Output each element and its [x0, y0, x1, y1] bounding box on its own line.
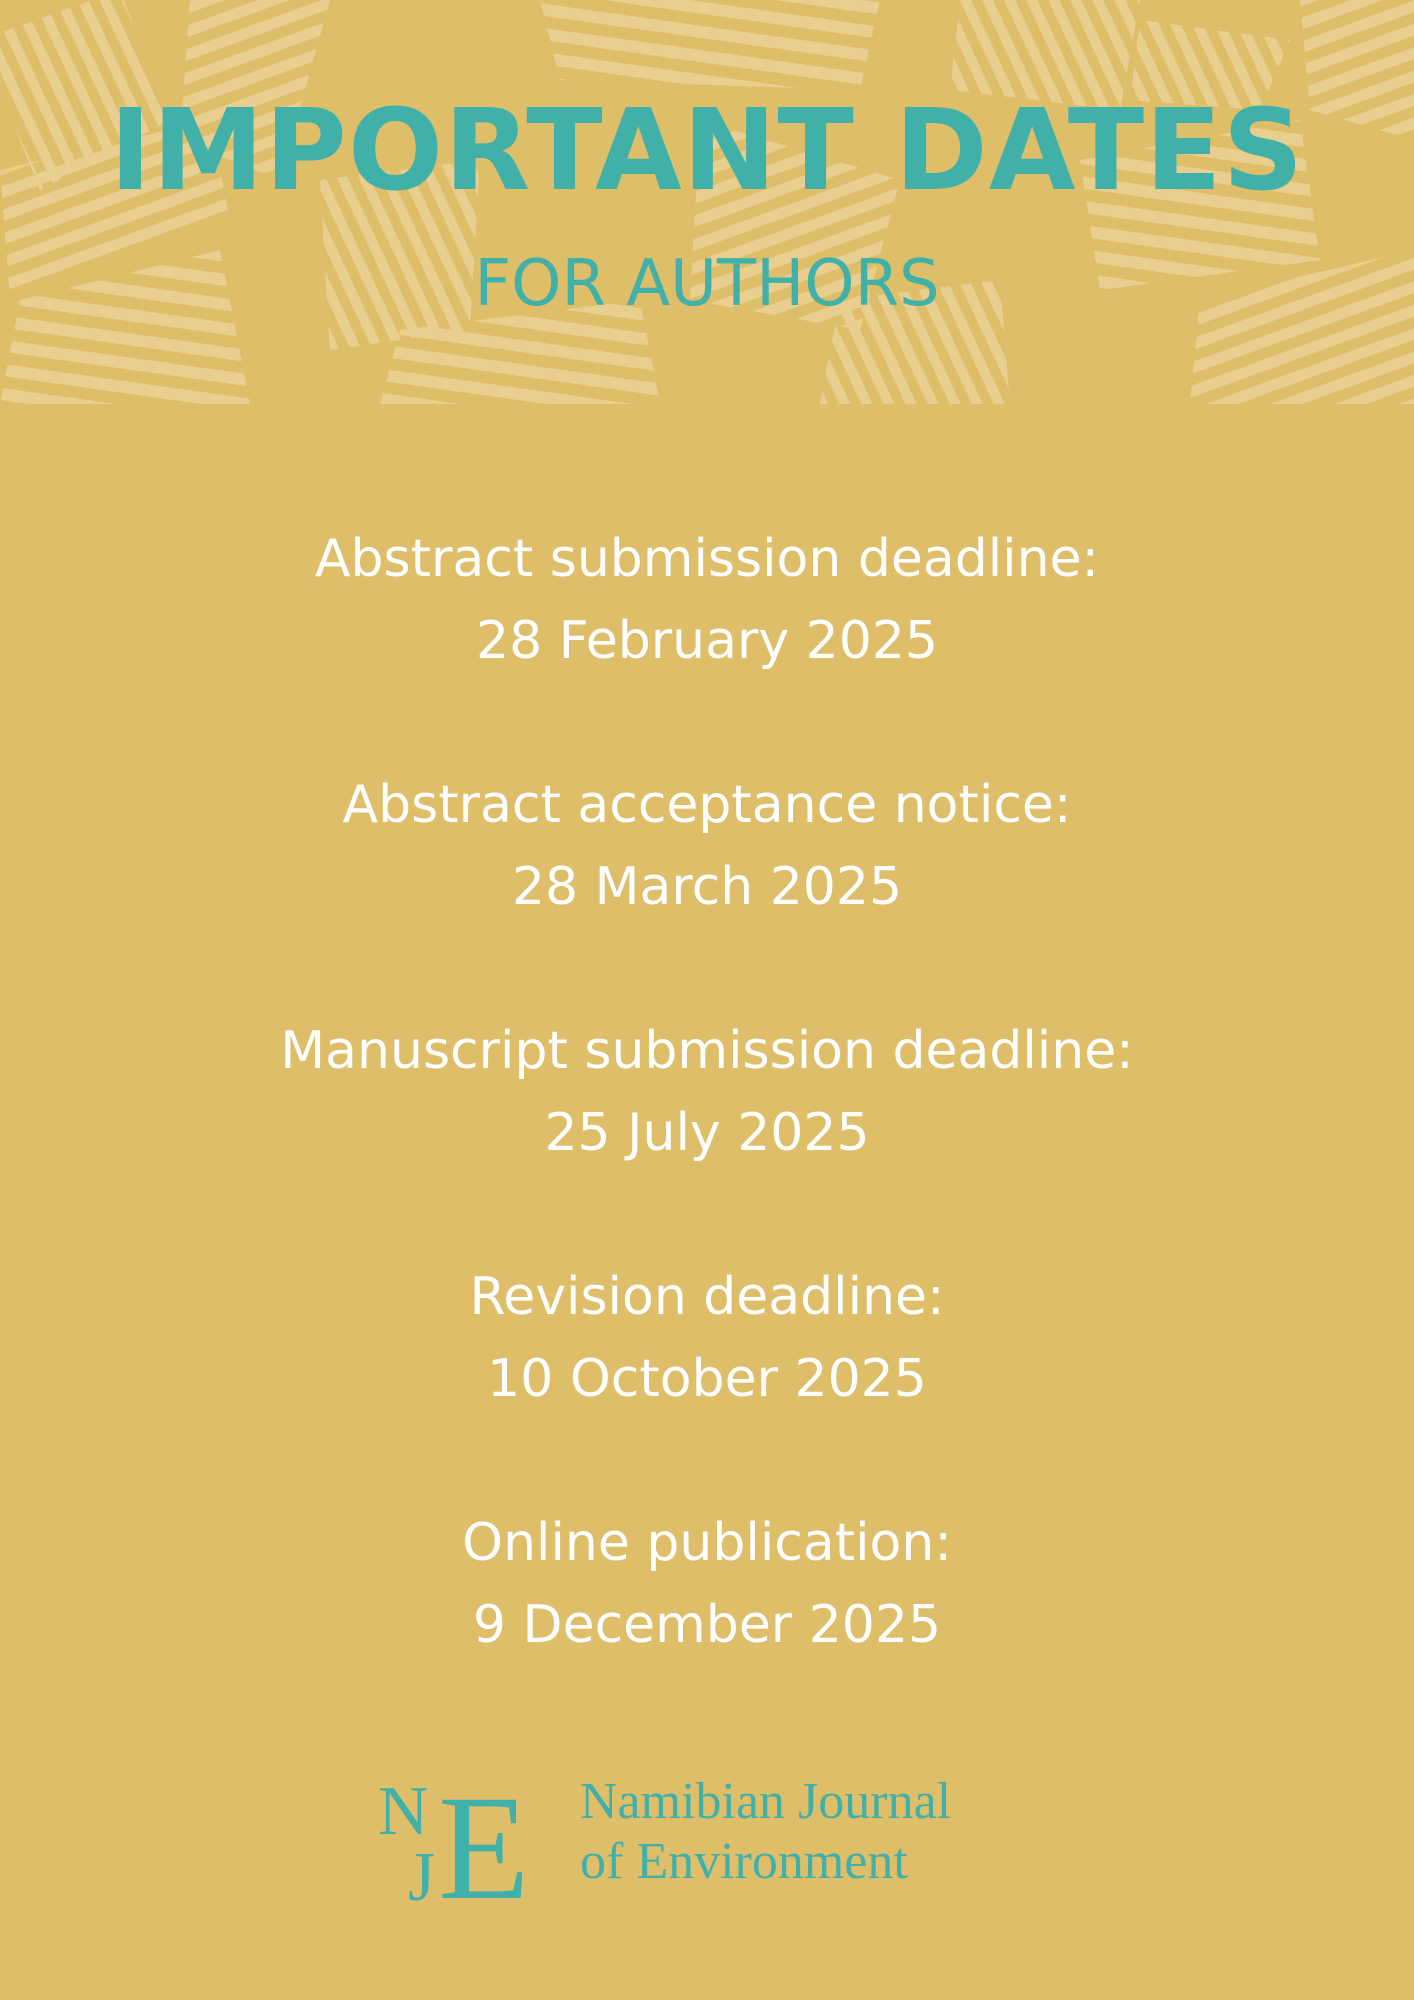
date-label: Abstract submission deadline:: [314, 529, 1100, 589]
journal-name-line1: Namibian Journal: [580, 1773, 952, 1830]
date-label: Online publication:: [462, 1513, 952, 1573]
journal-name: [580, 1772, 951, 1892]
page-title: IMPORTANT DATES: [109, 86, 1305, 216]
svg-text:N: N: [378, 1773, 429, 1850]
important-dates-list: [0, 518, 1414, 1748]
date-value: 28 February 2025: [476, 611, 938, 671]
date-label: Manuscript submission deadline:: [280, 1021, 1134, 1081]
journal-name-line2: of Environment: [580, 1833, 908, 1890]
date-value: 9 December 2025: [472, 1595, 942, 1655]
date-item-abstract-acceptance: [0, 764, 1414, 928]
nje-monogram-icon: [378, 1770, 558, 1910]
date-item-online-publication: [0, 1502, 1414, 1666]
date-label: Revision deadline:: [469, 1267, 945, 1327]
date-label: Abstract acceptance notice:: [342, 775, 1072, 835]
journal-logo: [378, 1770, 1038, 1910]
date-value: 10 October 2025: [487, 1349, 927, 1409]
svg-text:E: E: [438, 1770, 530, 1910]
svg-text:J: J: [408, 1839, 436, 1910]
header-band: [0, 0, 1414, 404]
page-subtitle: FOR AUTHORS: [474, 247, 940, 321]
date-item-revision: [0, 1256, 1414, 1420]
date-value: 25 July 2025: [544, 1103, 870, 1163]
date-value: 28 March 2025: [511, 857, 903, 917]
date-item-abstract-submission: [0, 518, 1414, 682]
date-item-manuscript-submission: [0, 1010, 1414, 1174]
